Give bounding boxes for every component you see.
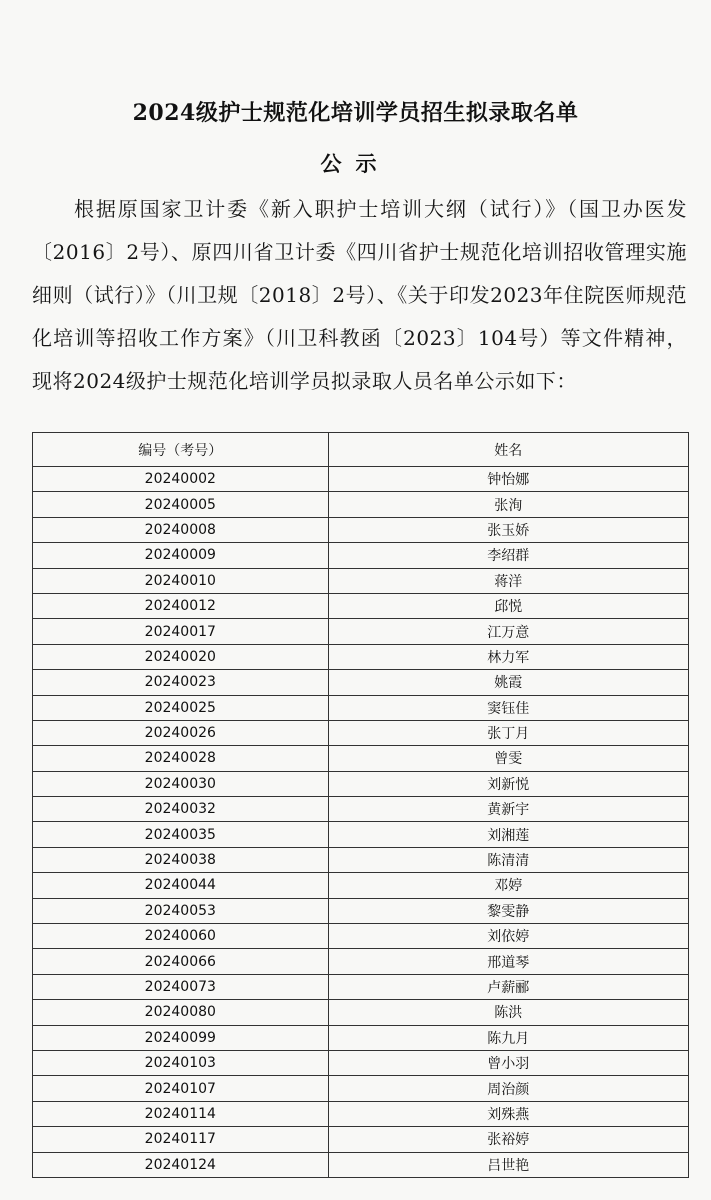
cell-id: 20240066	[33, 949, 329, 974]
cell-name: 陈清清	[328, 847, 688, 872]
cell-name: 黄新宇	[328, 797, 688, 822]
cell-name: 吕世艳	[328, 1152, 688, 1177]
cell-name: 张裕婷	[328, 1127, 688, 1152]
cell-id: 20240025	[33, 695, 329, 720]
table-row	[33, 1050, 689, 1075]
cell-name: 张玉娇	[328, 517, 688, 542]
cell-name: 周治颜	[328, 1076, 688, 1101]
table-row	[33, 746, 689, 771]
cell-id: 20240114	[33, 1101, 329, 1126]
table-row	[33, 1101, 689, 1126]
table-row	[33, 670, 689, 695]
cell-id: 20240008	[33, 517, 329, 542]
table-header-row	[33, 433, 689, 467]
cell-name: 张丁月	[328, 720, 688, 745]
cell-name: 张洵	[328, 492, 688, 517]
intro-paragraph: 根据原国家卫计委《新入职护士培训大纲（试行）》（国卫办医发〔2016〕2号）、原四川省卫计委《四川省护士规范化培训招收管理实施细则（试行）》（川卫规〔2018〕2号）、《关于印发2023年住院医师规范化培训等招收工作方案》（川卫科教函〔2023〕104号）等文件精神，现将2024级护士规范化培训学员拟录取人员名单公示如下：	[32, 197, 687, 393]
cell-name: 刘殊燕	[328, 1101, 688, 1126]
cell-name: 刘湘莲	[328, 822, 688, 847]
cell-id: 20240099	[33, 1025, 329, 1050]
cell-id: 20240038	[33, 847, 329, 872]
cell-name: 蒋洋	[328, 568, 688, 593]
table-body	[33, 467, 689, 1178]
cell-id: 20240103	[33, 1050, 329, 1075]
table-row	[33, 822, 689, 847]
table-row	[33, 492, 689, 517]
cell-name: 林力军	[328, 644, 688, 669]
table-row	[33, 1076, 689, 1101]
cell-name: 陈九月	[328, 1025, 688, 1050]
cell-id: 20240060	[33, 924, 329, 949]
table-row	[33, 797, 689, 822]
cell-id: 20240010	[33, 568, 329, 593]
table-row	[33, 695, 689, 720]
table-row	[33, 568, 689, 593]
table-row	[33, 619, 689, 644]
table-row	[33, 847, 689, 872]
cell-id: 20240023	[33, 670, 329, 695]
table-row	[33, 1127, 689, 1152]
table-row	[33, 873, 689, 898]
table-row	[33, 924, 689, 949]
cell-id: 20240080	[33, 1000, 329, 1025]
table-row	[33, 1025, 689, 1050]
table-row	[33, 974, 689, 999]
document-subtitle: 公示	[320, 151, 391, 176]
cell-name: 江万意	[328, 619, 688, 644]
header-id: 编号（考号）	[33, 433, 329, 467]
cell-id: 20240026	[33, 720, 329, 745]
table-row	[33, 898, 689, 923]
table-row	[33, 1000, 689, 1025]
cell-name: 刘依婷	[328, 924, 688, 949]
cell-id: 20240028	[33, 746, 329, 771]
cell-id: 20240009	[33, 543, 329, 568]
cell-name: 刘新悦	[328, 771, 688, 796]
cell-name: 陈洪	[328, 1000, 688, 1025]
cell-name: 钟怡娜	[328, 467, 688, 492]
admission-table	[32, 432, 689, 1178]
cell-id: 20240117	[33, 1127, 329, 1152]
cell-name: 邓婷	[328, 873, 688, 898]
cell-id: 20240044	[33, 873, 329, 898]
table-row	[33, 1152, 689, 1177]
table-row	[33, 720, 689, 745]
cell-id: 20240035	[33, 822, 329, 847]
cell-name: 姚霞	[328, 670, 688, 695]
cell-id: 20240005	[33, 492, 329, 517]
cell-name: 邱悦	[328, 593, 688, 618]
table-row	[33, 593, 689, 618]
cell-id: 20240002	[33, 467, 329, 492]
cell-name: 卢薪郦	[328, 974, 688, 999]
cell-id: 20240032	[33, 797, 329, 822]
table-row	[33, 644, 689, 669]
cell-id: 20240073	[33, 974, 329, 999]
cell-id: 20240012	[33, 593, 329, 618]
cell-id: 20240107	[33, 1076, 329, 1101]
table-row	[33, 543, 689, 568]
cell-name: 曾雯	[328, 746, 688, 771]
header-name: 姓名	[328, 433, 688, 467]
cell-name: 李绍群	[328, 543, 688, 568]
cell-id: 20240124	[33, 1152, 329, 1177]
cell-name: 窦钰佳	[328, 695, 688, 720]
table-row	[33, 949, 689, 974]
table-row	[33, 467, 689, 492]
cell-name: 曾小羽	[328, 1050, 688, 1075]
cell-name: 邢道琴	[328, 949, 688, 974]
table-row	[33, 771, 689, 796]
table-row	[33, 517, 689, 542]
cell-id: 20240030	[33, 771, 329, 796]
cell-id: 20240017	[33, 619, 329, 644]
cell-id: 20240020	[33, 644, 329, 669]
document-title: 2024级护士规范化培训学员招生拟录取名单	[132, 100, 579, 126]
cell-name: 黎雯静	[328, 898, 688, 923]
cell-id: 20240053	[33, 898, 329, 923]
